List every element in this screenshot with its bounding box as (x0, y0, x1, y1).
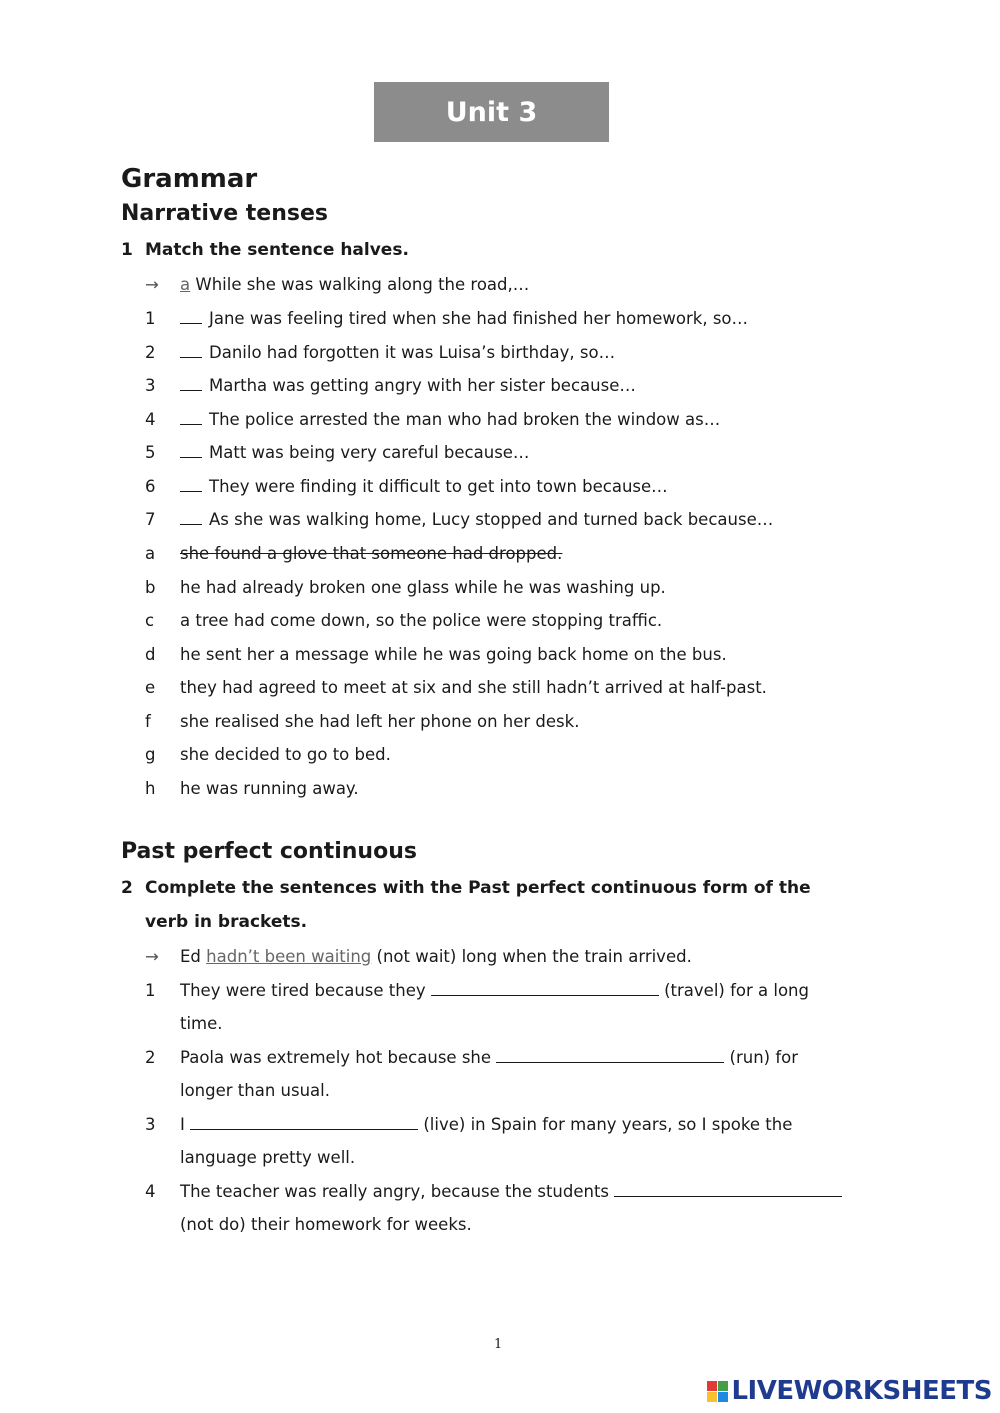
example-answer: a (180, 275, 191, 294)
section-title-narrative-tenses: Narrative tenses (121, 201, 328, 226)
item-text: Danilo had forgotten it was Luisa’s birthday, so… (209, 343, 616, 362)
example-after: (not wait) long when the train arrived. (376, 947, 692, 966)
ending-text: she found a glove that someone had dropped. (180, 544, 563, 563)
answer-blank[interactable] (190, 1115, 418, 1130)
item-number: 2 (145, 1048, 156, 1067)
section-title-grammar: Grammar (121, 164, 258, 194)
ending-letter: f (145, 712, 151, 731)
item-text: As she was walking home, Lucy stopped and turned back because… (209, 510, 774, 529)
item-number: 3 (145, 376, 156, 395)
item-before: The teacher was really angry, because the students (180, 1182, 610, 1201)
ending-item (145, 676, 767, 700)
gap-fill-item (145, 979, 809, 1003)
list-item (145, 508, 773, 532)
unit-title-banner: Unit 3 (374, 82, 609, 142)
list-item (145, 374, 636, 398)
item-text: They were finding it difficult to get into town because… (209, 477, 668, 496)
ending-letter: e (145, 678, 156, 697)
answer-blank[interactable] (431, 981, 659, 996)
answer-blank[interactable] (180, 409, 202, 425)
item-after: (travel) for a long (664, 981, 809, 1000)
exercise1-example (145, 273, 529, 297)
item-text: The police arrested the man who had broken the window as… (209, 410, 721, 429)
item-continuation: (not do) their homework for weeks. (180, 1215, 472, 1234)
item-before: I (180, 1115, 185, 1134)
item-continuation: time. (180, 1014, 223, 1033)
ending-item (145, 643, 727, 667)
list-item (145, 441, 529, 465)
ending-letter: c (145, 611, 155, 630)
item-before: Paola was extremely hot because she (180, 1048, 492, 1067)
arrow-icon: → (145, 947, 159, 966)
logo-text: LIVEWORKSHEETS (731, 1376, 992, 1406)
list-item (145, 307, 748, 331)
ending-text: he sent her a message while he was going back home on the bus. (180, 645, 727, 664)
ending-item (145, 609, 662, 633)
item-number: 3 (145, 1115, 156, 1134)
gap-fill-item (145, 1113, 792, 1137)
ending-item (145, 777, 359, 801)
arrow-icon: → (145, 275, 159, 294)
gap-fill-item (145, 1046, 798, 1070)
item-text: Martha was getting angry with her sister because… (209, 376, 636, 395)
answer-blank[interactable] (180, 509, 202, 525)
exercise2-example (145, 945, 692, 969)
ending-item (145, 710, 579, 734)
exercise1-instruction (121, 240, 409, 260)
item-after: (live) in Spain for many years, so I spoke the (423, 1115, 793, 1134)
exercise1-number: 1 (121, 240, 133, 260)
answer-blank[interactable] (180, 375, 202, 391)
answer-blank[interactable] (180, 476, 202, 492)
example-answer: hadn’t been waiting (206, 947, 372, 966)
list-item (145, 408, 720, 432)
exercise2-number: 2 (121, 878, 133, 898)
item-text: Jane was feeling tired when she had finished her homework, so… (209, 309, 749, 328)
answer-blank[interactable] (496, 1048, 724, 1063)
answer-blank[interactable] (614, 1182, 842, 1197)
item-before: They were tired because they (180, 981, 426, 1000)
item-continuation: longer than usual. (180, 1081, 330, 1100)
item-number: 4 (145, 410, 156, 429)
ending-letter: h (145, 779, 156, 798)
item-after: (run) for (729, 1048, 799, 1067)
item-number: 5 (145, 443, 156, 462)
liveworksheets-logo[interactable] (707, 1376, 992, 1406)
ending-letter: a (145, 544, 156, 563)
ending-text: he had already broken one glass while he was washing up. (180, 578, 666, 597)
ending-text: she decided to go to bed. (180, 745, 391, 764)
ending-item (145, 542, 562, 566)
list-item (145, 341, 615, 365)
answer-blank[interactable] (180, 342, 202, 358)
item-number: 1 (145, 309, 156, 328)
list-item (145, 475, 668, 499)
item-number: 2 (145, 343, 156, 362)
exercise2-instruction (121, 878, 811, 898)
ending-text: a tree had come down, so the police were stopping traffic. (180, 611, 663, 630)
item-continuation: language pretty well. (180, 1148, 356, 1167)
answer-blank[interactable] (180, 442, 202, 458)
item-number: 7 (145, 510, 156, 529)
ending-letter: g (145, 745, 156, 764)
item-text: Matt was being very careful because… (209, 443, 530, 462)
exercise1-instruction-text: Match the sentence halves. (145, 240, 409, 260)
answer-blank[interactable] (180, 308, 202, 324)
ending-text: he was running away. (180, 779, 359, 798)
ending-item (145, 576, 666, 600)
gap-fill-item (145, 1180, 842, 1204)
item-number: 1 (145, 981, 156, 1000)
exercise2-instruction-line1: Complete the sentences with the Past perfect continuous form of the (145, 878, 811, 898)
ending-letter: d (145, 645, 156, 664)
ending-text: she realised she had left her phone on her desk. (180, 712, 580, 731)
item-number: 6 (145, 477, 156, 496)
exercise2-instruction-line2: verb in brackets. (145, 912, 308, 932)
ending-item (145, 743, 391, 767)
example-text: While she was walking along the road,… (195, 275, 530, 294)
ending-letter: b (145, 578, 156, 597)
ending-text: they had agreed to meet at six and she still hadn’t arrived at half-past. (180, 678, 767, 697)
logo-mark-icon (707, 1381, 728, 1402)
example-before: Ed (180, 947, 201, 966)
page-number: 1 (494, 1337, 503, 1352)
item-number: 4 (145, 1182, 156, 1201)
section-title-past-perfect-continuous: Past perfect continuous (121, 839, 417, 864)
